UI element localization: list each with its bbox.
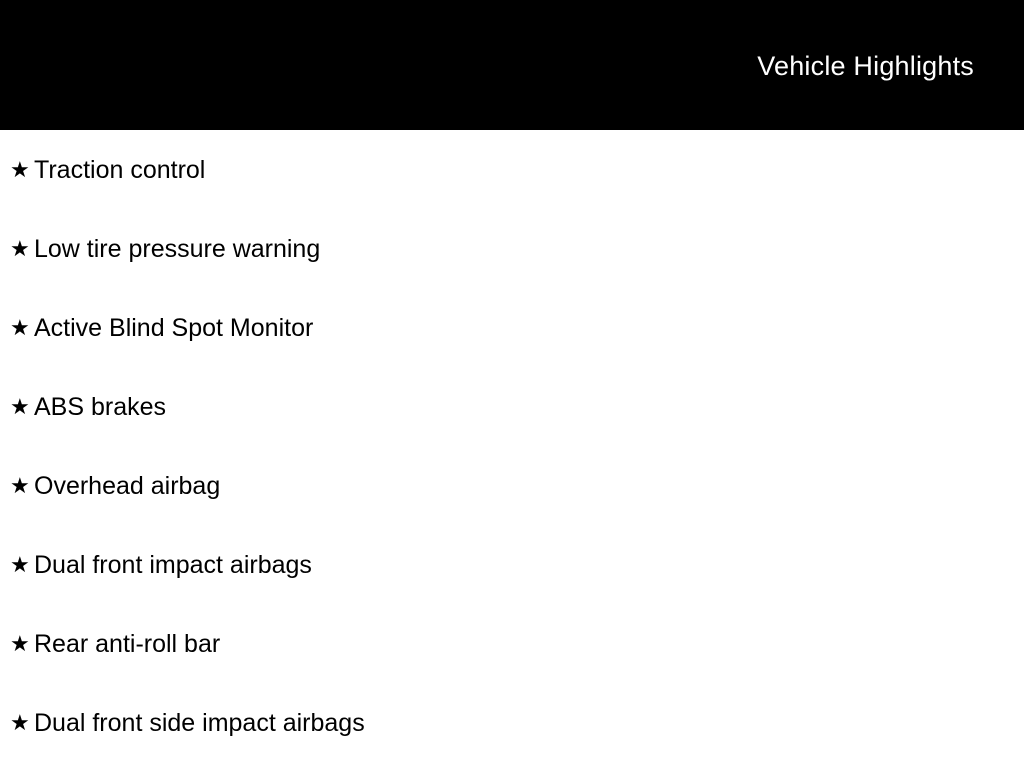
header-bar (0, 0, 1024, 130)
list-item (0, 367, 1024, 446)
star-icon: ★ (10, 551, 30, 577)
vehicle-highlights-list (0, 130, 1024, 762)
list-item (0, 130, 1024, 209)
list-item (0, 604, 1024, 683)
list-item-label: Active Blind Spot Monitor (34, 313, 314, 342)
list-item (0, 525, 1024, 604)
star-icon: ★ (10, 472, 30, 498)
star-icon: ★ (10, 156, 30, 182)
list-item-label: Overhead airbag (34, 471, 221, 500)
star-icon: ★ (10, 235, 30, 261)
list-item-label: Low tire pressure warning (34, 234, 321, 263)
star-icon: ★ (10, 630, 30, 656)
star-icon: ★ (10, 314, 30, 340)
list-item-label: ABS brakes (34, 392, 167, 421)
star-icon: ★ (10, 393, 30, 419)
list-item (0, 288, 1024, 367)
list-item-label: Dual front side impact airbags (34, 708, 365, 737)
star-icon: ★ (10, 709, 30, 735)
list-item-label: Dual front impact airbags (34, 550, 312, 579)
list-item-label: Rear anti-roll bar (34, 629, 221, 658)
list-item-label: Traction control (34, 155, 206, 184)
page-title: Vehicle Highlights (757, 51, 974, 81)
list-item (0, 209, 1024, 288)
list-item (0, 446, 1024, 525)
list-item (0, 683, 1024, 762)
